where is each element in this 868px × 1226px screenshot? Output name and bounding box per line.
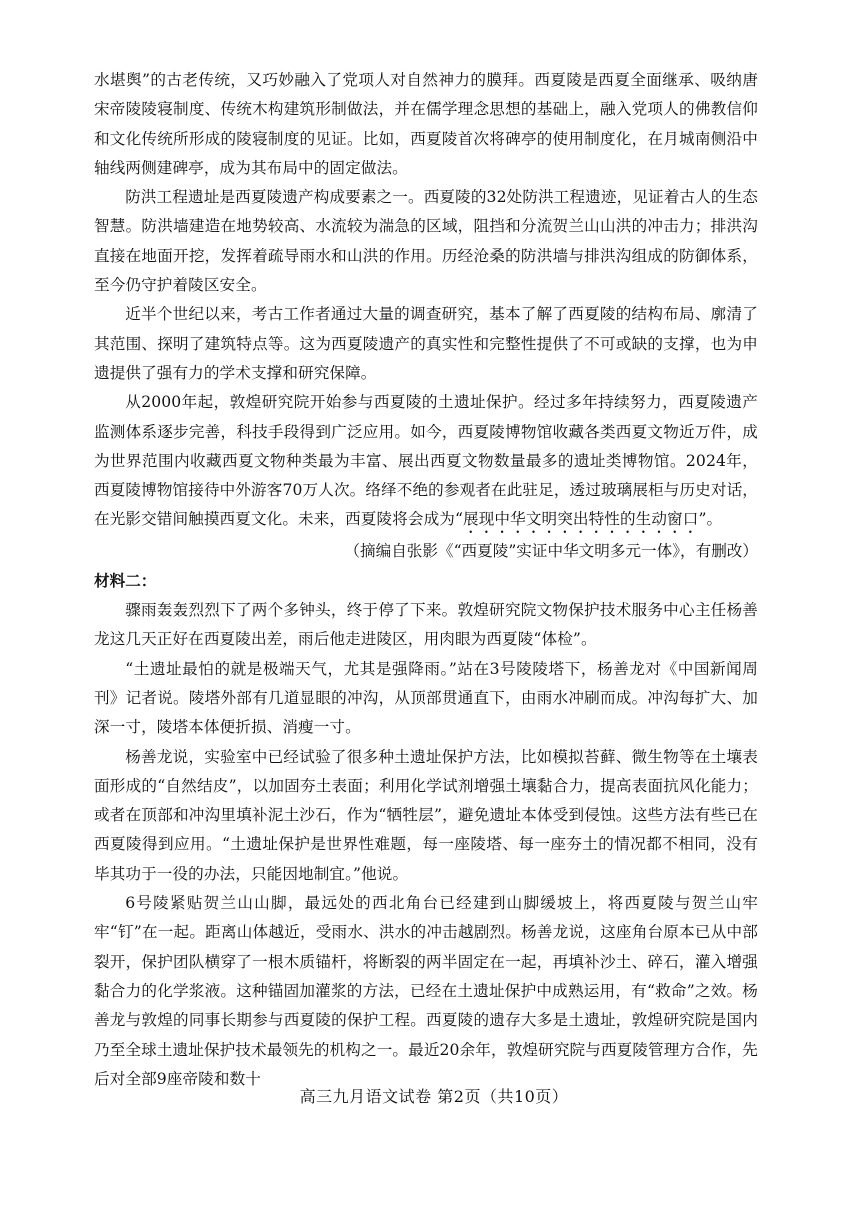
material1-paragraph-1: 水堪舆”的古老传统，又巧妙融入了党项人对自然神力的膜拜。西夏陵是西夏全面继承、吸纳唐宋帝陵陵寝制度、传统木构建筑形制做法，并在儒学理念思想的基础上，融入党项人的佛教信仰和文化传统所形成的陵寝制度的见证。比如，西夏陵首次将碑亭的使用制度化，在月城南侧沿中轴线两侧建碑亭，成为其布局中的固定做法。 xyxy=(94,71,758,177)
page-footer: 高三九月语文试卷 第2页（共10页） xyxy=(299,1087,569,1106)
material1-paragraph-2: 防洪工程遗址是西夏陵遗产构成要素之一。西夏陵的32处防洪工程遗迹，见证着古人的生态智慧。防洪墙建造在地势较高、水流较为湍急的区域，阻挡和分流贺兰山山洪的冲击力；排洪沟直接在地面开挖，发挥着疏导雨水和山洪的作用。历经沧桑的防洪墙与排洪沟组成的防御体系，至今仍守护着陵区安全。 xyxy=(94,188,758,295)
material2-paragraph-3: 杨善龙说，实验室中已经试验了很多种土遗址保护方法，比如模拟苔藓、微生物等在土壤表面形成的“自然结皮”，以加固夯土表面；利用化学试剂增强土壤黏合力，提高表面抗风化能力；或者在顶部和冲沟里填补泥土沙石，作为“牺牲层”，避免遗址本体受到侵蚀。这些方法有些已在西夏陵得到应用。“土遗址保护是世界性难题，每一座陵塔、每一座夯土的情况都不相同，没有毕其功于一役的办法，只能因地制宜。”他说。 xyxy=(94,747,758,883)
source-citation: （摘编自张影《“西夏陵”实证中华文明多元一体》，有删改） xyxy=(344,542,758,561)
material1-paragraph-3: 近半个世纪以来，考古工作者通过大量的调查研究，基本了解了西夏陵的结构布局、廓清了其范围、探明了建筑特点等。这为西夏陵遗产的真实性和完整性提供了不可或缺的支撑，也为申遗提供了强有力的学术支撑和研究保障。 xyxy=(94,305,758,382)
material2-paragraph-1: 骤雨轰轰烈烈下了两个多钟头，终于停了下来。敦煌研究院文物保护技术服务中心主任杨善龙这几天正好在西夏陵出差，雨后他走进陵区，用肉眼为西夏陵“体检”。 xyxy=(94,601,758,649)
material2-paragraph-4: 6号陵紧贴贺兰山山脚，最远处的西北角台已经建到山脚缓坡上，将西夏陵与贺兰山牢牢“钉”在一起。距离山体越近，受雨水、洪水的冲击越剧烈。杨善龙说，这座角台原本已从中部裂开，保护团队横穿了一根木质锚杆，将断裂的两半固定在一起，再填补沙土、碎石，灌入增强黏合力的化学浆液。这种锚固加灌浆的方法，已经在土遗址保护中成熟运用，有“救命”之效。杨善龙与敦煌的同事长期参与西夏陵的保护工程。西夏陵的遗存大多是土遗址，敦煌研究院是国内乃至全球土遗址保护技术最领先的机构之一。最近20余年，敦煌研究院与西夏陵管理方合作，先后对全部9座帝陵和数十 xyxy=(94,894,758,1088)
material1-paragraph-4 xyxy=(94,388,758,537)
material1-paragraph-4-end: 。 xyxy=(706,510,723,529)
document-body xyxy=(94,66,758,1094)
emphasized-quote: “展现中华文明突出特性的生动窗口” xyxy=(454,510,707,529)
material2-heading: 材料二： xyxy=(94,571,157,590)
material1-paragraph-4-text: 从2000年起，敦煌研究院开始参与西夏陵的土遗址保护。经过多年持续努力，西夏陵遗产监测体系逐步完善，科技手段得到广泛应用。如今，西夏陵博物馆收藏各类西夏文物近万件，成为世界范围内收藏西夏文物种类最为丰富、展出西夏文物数量最多的遗址类博物馆。2024年，西夏陵博物馆接待中外游客70万人次。络绎不绝的参观者在此驻足，透过玻璃展柜与历史对话，在光影交错间触摸西夏文化。未来，西夏陵将会成为 xyxy=(94,393,758,529)
material2-paragraph-2: “土遗址最怕的就是极端天气，尤其是强降雨。”站在3号陵陵塔下，杨善龙对《中国新闻周刊》记者说。陵塔外部有几道显眼的冲沟，从顶部贯通直下，由雨水冲刷而成。冲沟每扩大、加深一寸，陵塔本体便折损、消瘦一寸。 xyxy=(94,659,758,737)
